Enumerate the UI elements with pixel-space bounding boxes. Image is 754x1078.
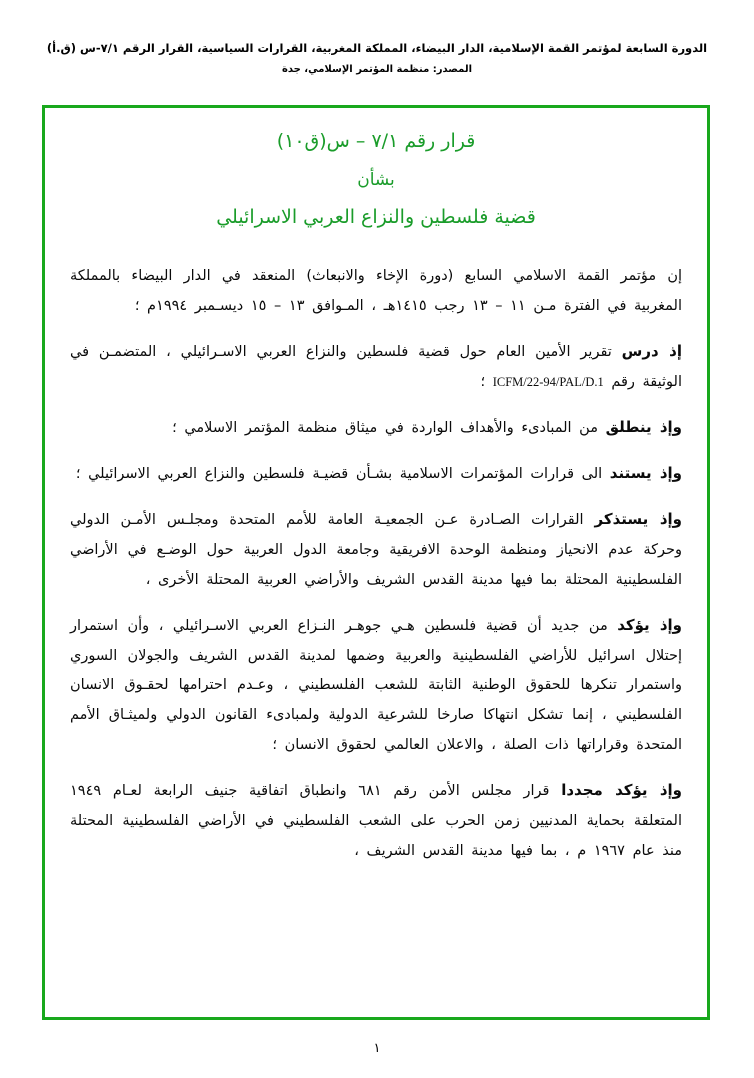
page-header (0, 40, 754, 77)
paragraph-lead: وإذ ينطلق (605, 417, 682, 436)
paragraph-lead: وإذ يؤكد (617, 615, 682, 634)
paragraph-basis (70, 458, 682, 490)
header-source-line: المصدر: منظمة المؤتمر الإسلامي، جدة (281, 64, 473, 76)
resolution-number: قرار رقم ٧/١ – س(ق١٠) (276, 130, 476, 152)
paragraph-lead: وإذ يؤكد مجددا (561, 781, 682, 800)
paragraph-text: القرارات الصـادرة عـن الجمعيـة العامة للأمم المتحدة ومجلـس الأمـن الدولي وحركة عدم الانحياز ومنظمة الوحدة الافريقية وجامعة الدول العربية حول الوضـع في الأراضي الفلسطينية المحتلة بما فيها مدينة القدس الشريف والأراضي العربية المحتلة الأخرى ، (70, 512, 682, 588)
paragraph-reaffirming (70, 775, 682, 866)
paragraph-lead: إذ درس (621, 341, 682, 360)
paragraph-lead: وإذ يستذكر (594, 510, 682, 529)
paragraph-text: من المبادىء والأهداف الواردة في ميثاق منظمة المؤتمر الاسلامي ؛ (172, 419, 606, 436)
paragraph-text: تقرير الأمين العام حول قضية فلسطين والنزاع العربي الاسـرائيلي ، المتضمـن في الوثيقة رقم (70, 343, 682, 390)
paragraph-tail: ؛ (480, 373, 493, 390)
title-block (70, 130, 682, 228)
resolution-regarding: بشأن (357, 170, 395, 190)
paragraph-text: إن مؤتمر القمة الاسلامي السابع (دورة الإخاء والانبعاث) المنعقد في الدار البيضاء بالمملكة المغربية في الفترة مـن ١١ – ١٣ رجب ١٤١٥هـ ، المـوافق ١٣ – ١٥ ديسـمبر ١٩٩٤م ؛ (70, 268, 682, 314)
document-reference-code: ICFM/22-94/PAL/D.1 (492, 374, 604, 389)
paragraph-affirming (70, 610, 682, 761)
paragraph-principles (70, 412, 682, 444)
page-number: ١ (373, 1041, 381, 1056)
paragraph-text: قرار مجلس الأمن رقم ٦٨١ وانطباق اتفاقية جنيف الرابعة لعـام ١٩٤٩ المتعلقة بحماية المدنيين زمن الحرب على الشعب الفلسطيني في الأراضي الفلسطينية المحتلة منذ عام ١٩٦٧ م ، بما فيها مدينة القدس الشريف ، (70, 783, 682, 859)
paragraph-studied (70, 336, 682, 397)
paragraph-lead: وإذ يستند (609, 464, 682, 483)
paragraph-recalling (70, 504, 682, 595)
paragraph-text: من جديد أن قضية فلسطين هـي جوهـر النـزاع العربي الاسـرائيلي ، وأن استمرار إحتلال اسرائيل للأراضي الفلسطينية والعربية وضمها لمدينة القدس الشريف والجولان السوري واستمرار تنكرها للحقوق الوطنية الثابتة للشعب الفلسطيني ، وعـدم احترامها لحقـوق الانسان الفلسطيني ، إنما تشكل انتهاكا صارخا للشرعية الدولية ولمبادىء القانون الدولي ولميثـاق الأمم المتحدة وقراراتها ذات الصلة ، والاعلان العالمي لحقوق الانسان ؛ (70, 617, 682, 753)
document-content (70, 130, 682, 879)
header-title-line: الدورة السابعة لمؤتمر القمة الإسلامية، الدار البيضاء، المملكة المغربية، القرارات السياسية، القرار الرقم ٧/١-س (ق.أ) (46, 41, 708, 55)
paragraph-text: الى قرارات المؤتمرات الاسلامية بشـأن قضيـة فلسطين والنزاع العربي الاسرائيلي ؛ (75, 466, 610, 483)
resolution-topic: قضية فلسطين والنزاع العربي الاسرائيلي (216, 206, 536, 228)
paragraph-preamble (70, 262, 682, 321)
